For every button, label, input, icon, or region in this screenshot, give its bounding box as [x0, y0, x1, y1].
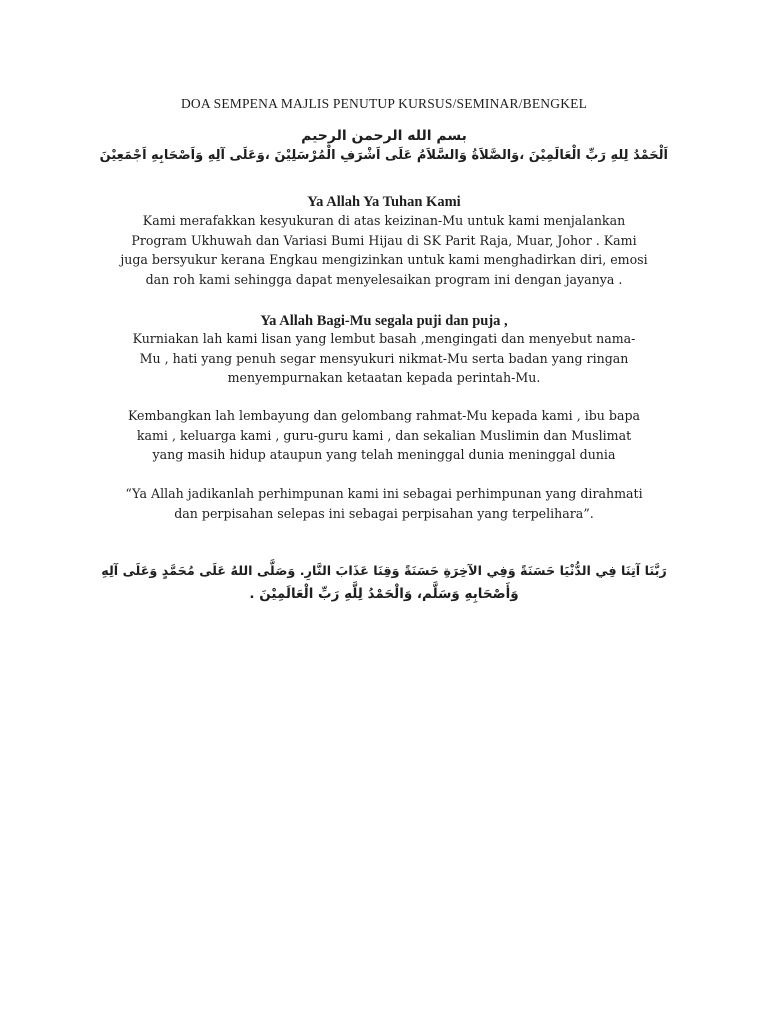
- paragraph-line: dan perpisahan selepas ini sebagai perpisahan yang terpelihara”.: [174, 505, 594, 521]
- section-paragraph-2: [106, 329, 662, 388]
- closing-prayer-line-1: رَبَّنَا آتِنَا فِي الدُّنْيَا حَسَنَةً وَفِي الآخِرَةِ حَسَنَةً وَقِنَا عَذَابَ النَّارِ. وَصَلَّى اللهُ عَلَى مُحَمَّدٍ وَعَلَى آلِهِ: [101, 564, 667, 579]
- opening-praise-text: اَلْحَمْدُ لِلهِ رَبِّ الْعَالَمِيْنَ ،وَالصَّلاَةُ وَالسَّلاَمُ عَلَى اَشْرَفِ الْمُرْسَلِيْنَ ،وَعَلَى آلِهِ وَاَصْحَابِهِ اَجْمَعِيْنَ: [99, 148, 668, 163]
- section-paragraph-1: [106, 211, 662, 289]
- paragraph-line: kami , keluarga kami , guru-guru kami , dan sekalian Muslimin dan Muslimat: [136, 427, 632, 443]
- quote-paragraph: [106, 484, 662, 523]
- family-blessing-paragraph: [106, 406, 662, 465]
- paragraph-line: Kembangkan lah lembayung dan gelombang rahmat-Mu kepada kami , ibu bapa: [127, 408, 641, 423]
- paragraph-line: “Ya Allah jadikanlah perhimpunan kami ini sebagai perhimpunan yang dirahmati: [125, 486, 643, 501]
- paragraph-line: Kami merafakkan kesyukuran di atas keizinan-Mu untuk kami menjalankan: [142, 213, 626, 228]
- paragraph-line: Kurniakan lah kami lisan yang lembut basah ,mengingati dan menyebut nama-: [132, 331, 636, 346]
- paragraph-line: juga bersyukur kerana Engkau mengizinkan untuk kami menghadirkan diri, emosi: [120, 252, 648, 268]
- paragraph-line: yang masih hidup ataupun yang telah meninggal dunia meninggal dunia: [152, 447, 616, 463]
- paragraph-line: dan roh kami sehingga dapat menyelesaikan program ini dengan jayanya .: [145, 271, 623, 287]
- document-title: DOA SEMPENA MAJLIS PENUTUP KURSUS/SEMINAR/BENGKEL: [180, 96, 588, 111]
- closing-prayer-line-2: وَأَصْحَابِهِ وَسَلَّم، وَالْحَمْدُ لِلَّهِ رَبِّ الْعَالَمِيْنَ .: [249, 586, 519, 602]
- paragraph-line: Mu , hati yang penuh segar mensyukuri nikmat-Mu serta badan yang ringan: [139, 350, 629, 366]
- basmalah-text: بسم الله الرحمن الرحيم: [301, 128, 467, 144]
- section-heading-2: Ya Allah Bagi-Mu segala puji dan puja ,: [260, 313, 508, 329]
- paragraph-line: Program Ukhuwah dan Variasi Bumi Hijau di SK Parit Raja, Muar, Johor . Kami: [131, 232, 637, 248]
- paragraph-line: menyempurnakan ketaatan kepada perintah-Mu.: [227, 370, 541, 386]
- section-heading-1: Ya Allah Ya Tuhan Kami: [307, 194, 461, 210]
